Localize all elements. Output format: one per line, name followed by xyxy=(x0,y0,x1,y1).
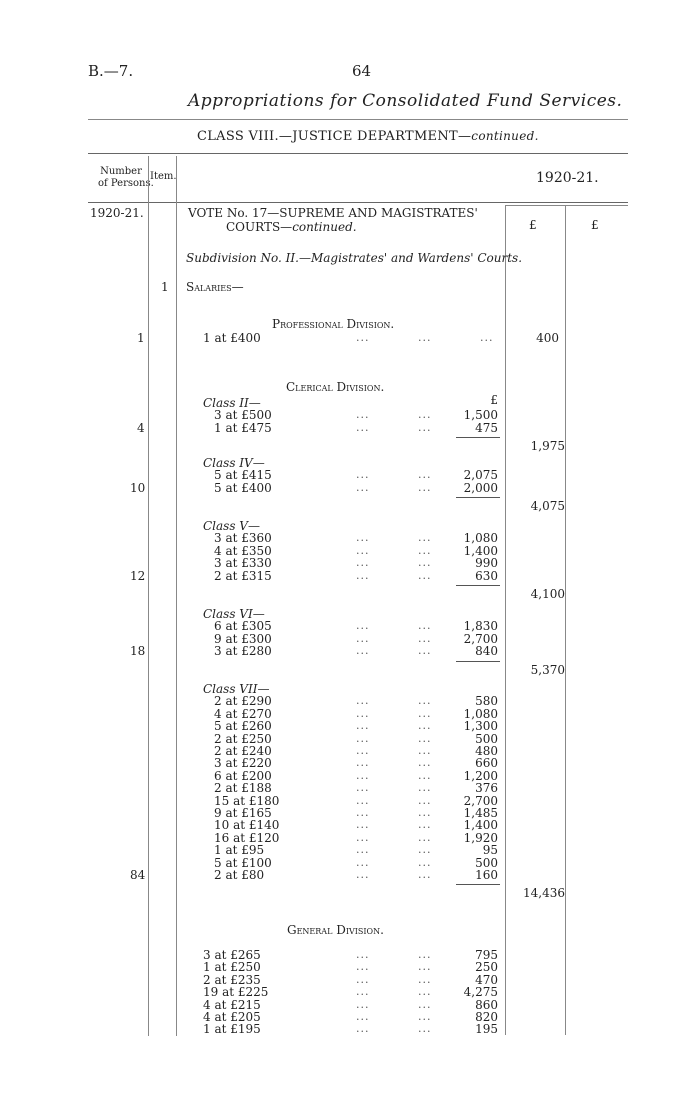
salary-amount: 470 xyxy=(475,972,498,987)
vote-heading: VOTE No. 17—SUPREME AND MAGISTRATES' xyxy=(188,206,478,220)
leader-dots: ... xyxy=(418,1022,432,1036)
salary-rate: 2 at £240 xyxy=(214,744,272,758)
persons-count: 1 xyxy=(137,331,145,345)
leader-dots: ... xyxy=(418,719,432,733)
leader-dots: ... xyxy=(418,806,432,819)
page-number: 64 xyxy=(352,62,372,80)
class-total: 5,370 xyxy=(530,662,565,677)
leader-dots: ... xyxy=(418,855,432,869)
leader-dots: ... xyxy=(418,731,432,745)
persons-count: 10 xyxy=(130,480,146,495)
salary-amount: 95 xyxy=(482,843,498,858)
clerical-division-heading: Clerical Division. xyxy=(286,380,385,394)
salary-amount: 860 xyxy=(475,997,498,1012)
class-heading: Class IV— xyxy=(203,456,265,470)
leader-dots: ... xyxy=(356,480,370,494)
leader-dots: ... xyxy=(418,468,432,482)
salary-amount: 660 xyxy=(475,756,498,771)
leader-dots: ... xyxy=(418,568,432,582)
salary-amount: 2,700 xyxy=(463,631,498,646)
document-reference: B.—7. xyxy=(88,62,134,80)
salary-amount: 1,300 xyxy=(463,719,498,734)
leader-dots: ... xyxy=(418,480,432,494)
class-heading: CLASS VIII.—JUSTICE DEPARTMENT—continued. xyxy=(197,129,539,144)
salary-rate: 2 at £188 xyxy=(214,781,272,796)
salary-rate: 9 at £300 xyxy=(214,631,272,646)
leader-dots: ... xyxy=(418,781,432,795)
leader-dots: ... xyxy=(356,731,370,745)
leader-dots: ... xyxy=(356,793,370,807)
leader-dots: ... xyxy=(356,868,370,881)
leader-dots: ... xyxy=(418,868,432,881)
general-division-heading: General Division. xyxy=(287,923,384,937)
salary-amount: 1,080 xyxy=(463,706,498,721)
leader-dots: ... xyxy=(418,631,432,645)
leader-dots: ... xyxy=(356,985,370,999)
leader-dots: ... xyxy=(418,619,432,633)
salary-amount: 1,920 xyxy=(463,830,498,845)
leader-dots: ... xyxy=(356,568,370,582)
persons-count: 12 xyxy=(130,568,146,583)
leader-dots: ... xyxy=(356,468,370,482)
salary-amount: 500 xyxy=(475,731,498,746)
salary-amount: 195 xyxy=(475,1022,498,1037)
salary-amount: 1,200 xyxy=(463,768,498,783)
leader-dots: ... xyxy=(480,331,494,344)
leader-dots: ... xyxy=(418,960,432,974)
persons-year-label: 1920-21. xyxy=(90,206,144,220)
persons-count: 84 xyxy=(130,868,146,882)
leader-dots: ... xyxy=(356,1022,370,1036)
leader-dots: ... xyxy=(356,531,370,545)
salary-rate: 1 at £475 xyxy=(214,420,272,435)
leader-dots: ... xyxy=(418,793,432,807)
salary-rate: 2 at £80 xyxy=(214,868,265,882)
leader-dots: ... xyxy=(418,408,432,422)
salary-rate: 16 at £120 xyxy=(214,830,280,845)
salaries-heading: Salaries— xyxy=(186,280,244,294)
leader-dots: ... xyxy=(356,331,370,344)
leader-dots: ... xyxy=(356,644,370,658)
salary-rate: 19 at £225 xyxy=(203,985,269,1000)
salary-rate: 4 at £270 xyxy=(214,706,272,721)
leader-dots: ... xyxy=(356,719,370,733)
leader-dots: ... xyxy=(356,843,370,857)
subtotal-rule xyxy=(456,585,500,586)
salary-amount: 630 xyxy=(475,568,498,583)
persons-count: 18 xyxy=(130,644,146,659)
leader-dots: ... xyxy=(418,972,432,986)
leader-dots: ... xyxy=(418,420,432,434)
salary-amount: 500 xyxy=(475,855,498,870)
leader-dots: ... xyxy=(418,843,432,857)
column-header-year: 1920-21. xyxy=(536,170,599,186)
salary-rate: 6 at £305 xyxy=(214,619,272,634)
salary-amount: 480 xyxy=(475,744,498,758)
leader-dots: ... xyxy=(356,694,370,708)
salary-rate: 10 at £140 xyxy=(214,818,280,833)
class-total: 14,436 xyxy=(523,886,565,901)
leader-dots: ... xyxy=(356,830,370,844)
leader-dots: ... xyxy=(356,948,370,961)
salary-rate: 1 at £195 xyxy=(203,1022,261,1037)
leader-dots: ... xyxy=(356,556,370,570)
salary-amount: 1,400 xyxy=(463,543,498,558)
leader-dots: ... xyxy=(418,531,432,545)
leader-dots: ... xyxy=(356,756,370,770)
class-heading: Class VII— xyxy=(203,682,270,696)
salary-rate: 3 at £280 xyxy=(214,644,272,659)
salary-rate: 5 at £260 xyxy=(214,719,272,734)
leader-dots: ... xyxy=(418,706,432,720)
salary-amount: 4,275 xyxy=(463,985,498,1000)
table-header-rule xyxy=(88,202,628,203)
leader-dots: ... xyxy=(356,543,370,557)
salary-rate: 2 at £290 xyxy=(214,694,272,709)
salary-amount: 990 xyxy=(475,556,498,571)
salary-amount: 1,500 xyxy=(463,408,498,423)
salary-rate: 5 at £100 xyxy=(214,855,272,870)
leader-dots: ... xyxy=(418,756,432,770)
table-top-rule xyxy=(88,153,628,154)
leader-dots: ... xyxy=(418,1010,432,1023)
salary-rate: 4 at £215 xyxy=(203,997,261,1012)
class-total: 4,100 xyxy=(530,587,565,601)
salary-amount: 475 xyxy=(475,420,498,435)
division-total: 400 xyxy=(536,331,559,345)
salary-amount: 1,400 xyxy=(463,818,498,833)
subdivision-heading: Subdivision No. II.—Magistrates' and Wardens' Courts. xyxy=(186,251,523,265)
leader-dots: ... xyxy=(356,1010,370,1023)
salary-amount: 2,075 xyxy=(463,468,498,483)
leader-dots: ... xyxy=(356,818,370,832)
class-heading: Class II— xyxy=(203,396,261,410)
leader-dots: ... xyxy=(418,543,432,557)
salary-amount: 1,830 xyxy=(463,619,498,634)
salary-rate: 4 at £350 xyxy=(214,543,272,558)
salary-rate: 4 at £205 xyxy=(203,1010,261,1024)
subtotal-rule xyxy=(456,497,500,498)
page-title: Appropriations for Consolidated Fund Services. xyxy=(188,91,623,111)
leader-dots: ... xyxy=(356,706,370,720)
subtotal-rule xyxy=(456,884,500,885)
leader-dots: ... xyxy=(418,997,432,1011)
salary-rate: 3 at £500 xyxy=(214,408,272,423)
salary-rate: 15 at £180 xyxy=(214,793,280,808)
leader-dots: ... xyxy=(356,781,370,795)
salary-amount: 250 xyxy=(475,960,498,975)
salary-amount: 160 xyxy=(475,868,498,882)
leader-dots: ... xyxy=(418,644,432,658)
salary-rate: 2 at £250 xyxy=(214,731,272,746)
desc-money-divider xyxy=(505,205,506,1035)
leader-dots: ... xyxy=(418,768,432,782)
money-header-rule xyxy=(505,205,628,206)
leader-dots: ... xyxy=(356,972,370,986)
leader-dots: ... xyxy=(418,744,432,757)
salary-rate: 6 at £200 xyxy=(214,768,272,783)
salary-rate: 2 at £235 xyxy=(203,972,261,987)
leader-dots: ... xyxy=(356,768,370,782)
salary-amount: 840 xyxy=(475,644,498,659)
column-header-persons: Number of Persons. xyxy=(98,166,154,189)
persons-count: 4 xyxy=(137,420,145,435)
salary-rate: 5 at £415 xyxy=(214,468,272,483)
class-total: 4,075 xyxy=(530,499,565,514)
pound-sign: £ xyxy=(591,218,599,232)
salary-amount: 2,000 xyxy=(463,480,498,495)
salary-amount: 795 xyxy=(475,948,498,962)
leader-dots: ... xyxy=(418,818,432,832)
leader-dots: ... xyxy=(356,619,370,633)
item-desc-divider xyxy=(176,156,177,1036)
salary-rate: 3 at £360 xyxy=(214,531,272,546)
vote-heading-cont: COURTS—continued. xyxy=(226,220,357,234)
money-column-divider xyxy=(565,205,566,1035)
salary-rate: 1 at £95 xyxy=(214,843,265,858)
leader-dots: ... xyxy=(356,806,370,819)
leader-dots: ... xyxy=(418,556,432,570)
header-rule xyxy=(88,119,628,120)
salary-rate: 1 at £250 xyxy=(203,960,261,975)
item-number: 1 xyxy=(161,280,169,294)
column-header-item: Item. xyxy=(150,171,177,182)
class-heading: Class VI— xyxy=(203,607,265,621)
leader-dots: ... xyxy=(356,997,370,1011)
salary-amount: 2,700 xyxy=(463,793,498,808)
subtotal-rule xyxy=(456,661,500,662)
leader-dots: ... xyxy=(356,631,370,645)
leader-dots: ... xyxy=(356,960,370,974)
class-heading: Class V— xyxy=(203,519,260,533)
salary-rate: 1 at £400 xyxy=(203,331,261,345)
salary-rate: 9 at £165 xyxy=(214,806,272,820)
persons-item-divider xyxy=(148,156,149,1036)
leader-dots: ... xyxy=(418,985,432,999)
leader-dots: ... xyxy=(418,331,432,344)
professional-division-heading: Professional Division. xyxy=(272,317,395,331)
salary-rate: 3 at £265 xyxy=(203,948,261,962)
leader-dots: ... xyxy=(356,408,370,422)
salary-amount: 376 xyxy=(475,781,498,796)
salary-rate: 2 at £315 xyxy=(214,568,272,583)
class-total: 1,975 xyxy=(530,439,565,454)
leader-dots: ... xyxy=(356,855,370,869)
leader-dots: ... xyxy=(418,830,432,844)
leader-dots: ... xyxy=(356,744,370,757)
leader-dots: ... xyxy=(418,948,432,961)
salary-rate: 3 at £330 xyxy=(214,556,272,571)
salary-amount: 1,485 xyxy=(463,806,498,820)
pound-sign: £ xyxy=(490,393,498,407)
pound-sign: £ xyxy=(529,218,537,232)
subtotal-rule xyxy=(456,437,500,438)
salary-amount: 820 xyxy=(475,1010,498,1024)
leader-dots: ... xyxy=(356,420,370,434)
salary-rate: 5 at £400 xyxy=(214,480,272,495)
leader-dots: ... xyxy=(418,694,432,708)
salary-amount: 580 xyxy=(475,694,498,709)
salary-amount: 1,080 xyxy=(463,531,498,546)
salary-rate: 3 at £220 xyxy=(214,756,272,771)
